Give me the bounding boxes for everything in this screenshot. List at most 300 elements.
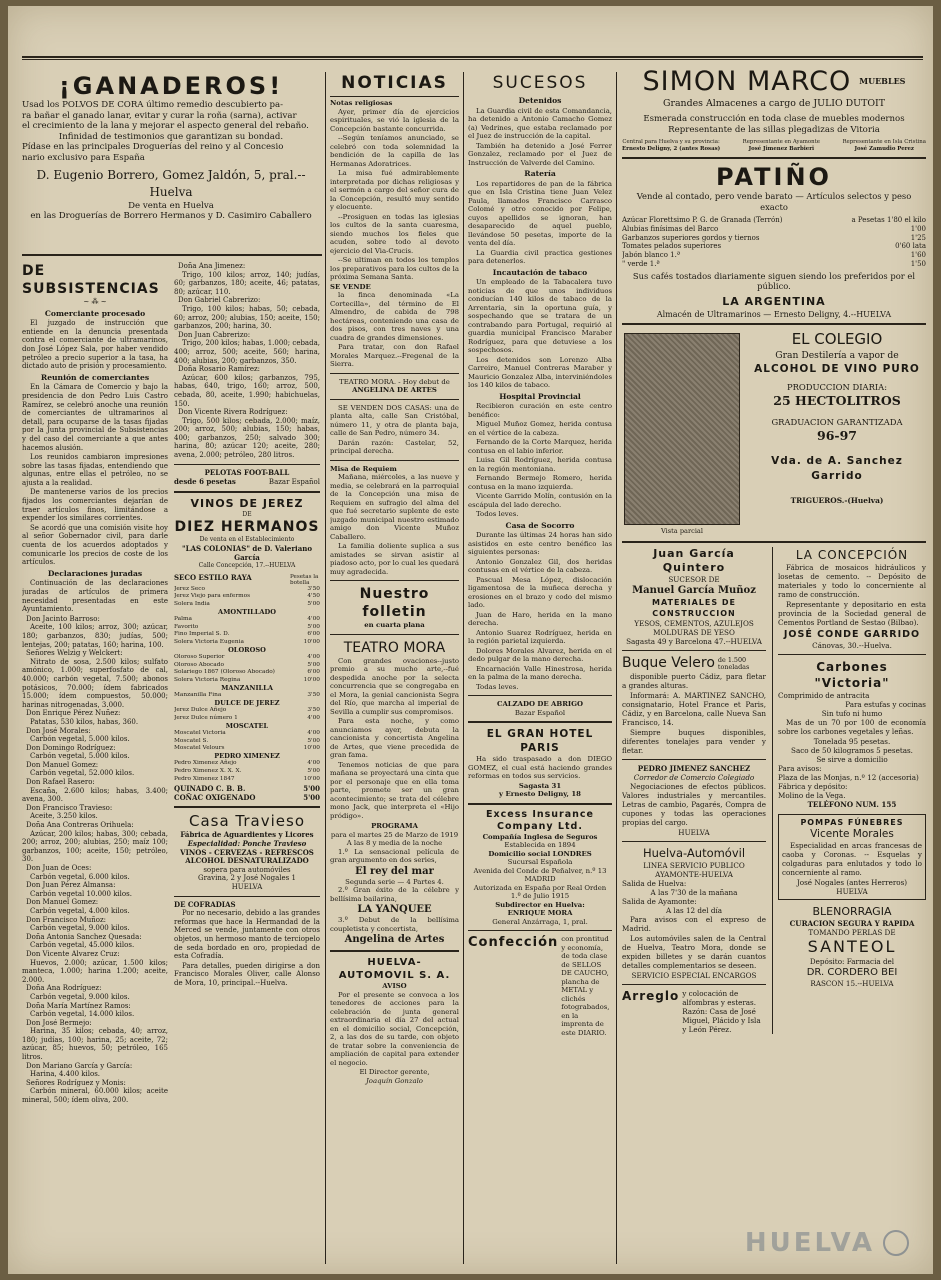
article-paragraph: disponible puerto Cádiz, para fletar a grandes alturas.: [622, 671, 766, 690]
carbones-line: Saco de 50 kilogramos 5 pesetas.: [791, 745, 913, 755]
declaration-entry: Escaña, 2.600 kilos; habas, 3.400; avena, 300.: [22, 786, 168, 804]
travieso-line: VINOS - CERVEZAS - REFRESCOS: [180, 847, 314, 857]
article-paragraph: Dolores Morales Alvarez, herida en el dedo pulgar de la mano derecha.: [468, 646, 612, 663]
calzado-title: CALZADO DE ABRIGO: [496, 700, 584, 708]
article-paragraph: Darán razón: Castelar, 52, principal derecha.: [330, 438, 459, 455]
cofradias-title: DE COFRADIAS: [174, 899, 236, 909]
declaration-entry: Don Francisco Travieso:: [26, 803, 113, 812]
article-paragraph: Representante y depositario en esta provincia de la Sociedad general de Cementos Portland de Sestao (Bilbao).: [778, 599, 926, 627]
wine-name: Solera Victoria Eugenia: [174, 638, 244, 645]
arreglo-text: y colocación de alfombras y esteras. Razón: Casa de José Miguel, Plácido y Isla y León Pérez.: [682, 988, 761, 1034]
huelva-auto-line: SERVICIO ESPECIAL ENCARGOS: [631, 970, 757, 980]
article-paragraph: Para esta noche, y como anunciamos ayer, debuta la cancionista y concertista Angelina de Artes, que viene precedida de gran fama.: [330, 717, 459, 759]
article-paragraph: Por no necesario, debido a las grandes reformas que hace la Hermandad de la Merced se vende, juntamente con otros objetos, un hermoso manto de terciopelo de seda bordado en oro, propiedad de esta Cofradía.: [174, 909, 320, 961]
declaration-entry: Aceite, 100 kilos; arroz, 300; azúcar, 180; garbanzos, 830; judías, 500; lentejas, 200; patatas, 160; harina, 100.: [22, 623, 168, 649]
wine-price: 4'00: [307, 714, 320, 721]
divider: [174, 896, 320, 897]
wine-price: 4'00: [307, 760, 320, 767]
wine-row: [174, 654, 320, 662]
divider: [468, 721, 612, 723]
declaration-entry: Don Vicente Rivera Rodríguez:: [178, 408, 288, 417]
article-paragraph: Vicente Garrido Molín, contusión en la escápula del lado derecho.: [468, 492, 612, 509]
section-heading: Reunión de comerciantes: [40, 372, 150, 382]
ganaderos-line: Infinidad de testimonios que garantizan su bondad.: [58, 131, 284, 142]
colegio-line: Gran Destilería a vapor de: [775, 350, 899, 362]
subsistencias-title: DE SUBSISTENCIAS: [22, 263, 160, 297]
wine-name: Moscatel Victoria: [174, 730, 226, 737]
wine-name: Moscatel Velours: [174, 745, 225, 752]
wine-price: 3'50: [307, 692, 320, 699]
article-paragraph: Antonio Suarez Rodríguez, herida en la región parietal izquierda.: [468, 628, 612, 645]
ganaderos-line: en las Droguerías de Borrero Hermanos y D. Casimiro Caballero: [30, 211, 312, 222]
declaration-entry: Doña Rosario Ramírez:: [178, 365, 261, 374]
article-paragraph: Siempre buques disponibles, diferentes tonelajes para vender y fletar.: [622, 727, 766, 755]
pompas-title: POMPAS FÚNEBRES: [800, 817, 904, 827]
folletin-sub: en cuarta plana: [364, 621, 425, 629]
garcia-line: MOLDURAS DE YESO: [653, 627, 735, 637]
colegio-line: 96-97: [817, 428, 857, 444]
section-heading: SE VENDE: [330, 282, 371, 291]
wine-section-heading: DULCE DE JEREZ: [214, 698, 280, 707]
hotel-title: EL GRAN HOTEL PARIS: [486, 728, 594, 754]
article-paragraph: Tenemos noticias de que para mañana se proyectará una cinta que por el personaje que en ella toma parte, promete ser un gran acontecimiento; se trata del célebre mono Jack, que interpreta el «Hijo pródigo».: [330, 760, 459, 820]
divider: [778, 654, 926, 655]
blenorragia-line: CURACION SEGURA Y RAPIDA: [789, 918, 915, 928]
article-paragraph: Especialidad en arcas francesas de caoba y Coronas. -- Esquelas y colgaduras para enlutados y todo lo concerniente al ramo.: [782, 840, 922, 877]
simon-line: Representante de las sillas plegadizas de Vitoria: [668, 125, 880, 135]
declaration-entry: Señores Welzig y Welckert:: [26, 649, 123, 658]
wine-price: 3'50: [307, 707, 320, 714]
programa-times: A las 8 y media de la noche: [346, 839, 443, 847]
wine-section-heading: MANZANILLA: [221, 683, 273, 692]
divider: [622, 157, 926, 159]
wine-name: Pedro Ximenez X. X. X.: [174, 768, 242, 775]
programa-title: PROGRAMA: [371, 822, 418, 830]
divider: [330, 580, 459, 581]
article-paragraph: Informará: A. MARTINEZ SANCHO, consignatario, Hotel France et Paris, Cádiz, y en Barcelona, calle Nueva San Francisco, 14.: [622, 690, 766, 727]
excess-line: Compañía Inglesa de Seguros: [482, 832, 598, 841]
hotel-addr: y Ernesto Deligny, 18: [499, 790, 581, 798]
jimenez-title: PEDRO JIMENEZ SANCHEZ: [637, 763, 751, 773]
travieso-line: Fábrica de Aguardientes y Licores: [180, 830, 314, 840]
section-heading: Notas religiosas: [330, 99, 393, 107]
calzado-shop: Bazar Español: [514, 708, 566, 717]
pelotas-shop: Bazar Español: [268, 478, 320, 487]
simon-line: Grandes Almacenes a cargo de JULIO DUTOIT: [663, 98, 885, 109]
declaration-entry: Don José Bermejo:: [26, 1018, 92, 1027]
simon-rep: Ernesto Deligny, 2 (antes Rosas): [622, 146, 721, 152]
wine-name: Oloroso Superior: [174, 654, 225, 661]
declaration-entry: Doña Ana Rodríguez:: [26, 984, 102, 993]
declaration-entry: Doña Ana Jimenez:: [178, 262, 246, 270]
article-paragraph: Ayer, primer día de ejercicios espirituales, se vió la iglesia de la Concepción bastante concurrida.: [330, 107, 459, 133]
vinos-de: DE: [242, 510, 252, 518]
article-paragraph: Los reunidos cambiaron impresiones sobre las tasas fijadas, entendiendo que algunas, entre ellas el petróleo, no se ajusta a la realidad.: [22, 453, 168, 487]
colegio-line: ALCOHOL DE VINO PURO: [754, 363, 920, 376]
aviso-sign: El Director gerente,: [359, 1068, 430, 1076]
wine-name: Solariego 1867 (Oloroso Abocado): [174, 669, 275, 676]
section-heading: Hospital Provincial: [499, 391, 581, 401]
simon-rep-label: Central para Huelva y su provincia:: [622, 139, 720, 145]
wine-row: [174, 707, 320, 715]
article-paragraph: --Prosiguen en todas las iglesias los cultos de la santa cuaresma, siendo muchos los fieles que acuden, sobre todo al devoto ejercicio del Via-Crucis.: [330, 212, 459, 255]
excess-line: MADRID: [524, 875, 556, 883]
section-heading: Casa de Socorro: [505, 520, 575, 530]
programa-artist: Angelina de Artes: [344, 934, 445, 945]
vinos-sale: De venta en el Establecimiento: [199, 536, 295, 544]
article-paragraph: Pascual Mesa López, dislocación ligamentosa de la muñeca derecha y erosiones en el brazo y codo del mismo lado.: [468, 575, 612, 609]
divider: [622, 323, 926, 325]
patino-price: 1'25: [910, 233, 926, 242]
article-paragraph: Mas de un 70 por 100 de economía sobre los carbones vegetales y leñas.: [778, 717, 926, 736]
travieso-line: ALCOHOL DESNATURALIZADO: [185, 856, 309, 866]
seco-title: SECO ESTILO RAYA: [174, 572, 252, 582]
declaration-entry: Harina, 4.400 kilos.: [30, 1070, 101, 1079]
article-paragraph: Los repartidores de pan de la fábrica que en Isla Cristina tiene Juan Velez Paula, llamados Francisco Carrasco Colomé y otro conocido por Felipe, cuyos apellidos se ignoran, han desaparecido de aquel pueblo, llevándose 50 pesetas, importe de la venta del día.: [468, 179, 612, 247]
divider: [330, 634, 459, 635]
teatro-hoy: TEATRO MORA. - Hoy debut de: [339, 377, 450, 386]
newspaper-page: [8, 6, 933, 1274]
pompas-name: Vicente Morales: [810, 827, 894, 840]
wine-name: Solera Victoria Regina: [174, 676, 241, 683]
patino-row: [622, 234, 926, 243]
simon-line: Esmerada construcción en toda clase de muebles modernos: [643, 114, 905, 124]
colegio-title: EL COLEGIO: [791, 330, 883, 349]
confeccion-title: Confección: [468, 935, 559, 950]
patino-item: " verde 1.ª: [622, 259, 660, 268]
ganaderos-line: ra bañar el ganado lanar, evitar y curar la roña (sarna), activar: [22, 110, 297, 121]
travieso-line: Especialidad: Ponche Travieso: [187, 839, 307, 849]
pompas-addr: José Nogales (antes Herreros): [796, 877, 908, 887]
article-paragraph: la finca denominada «La Cortecilla», del término de El Almendro, de cabida de 798 hectáreas, conteniendo una casa de dos pisos, con tres naves y una cuadra de grandes dimensiones.: [330, 291, 459, 342]
huelva-auto-line: LINEA SERVICIO PUBLICO: [643, 860, 745, 870]
article-paragraph: Fábrica de mosaicos hidráulicos y losetas de cemento. -- Depósito de materiales y todo lo concerniente al ramo de construcción.: [778, 562, 926, 599]
wine-name: Jerez Seco: [174, 585, 205, 592]
article-paragraph: Negociaciones de efectos públicos. Valores industriales y mercantiles. Letras de cambio, Pagarés, Compra de cupones y todas las operaciones propias del cargo.: [622, 781, 766, 827]
section-heading: Declaraciones juradas: [47, 568, 143, 578]
declaration-entry: Nitrato de sosa, 2.500 kilos; sulfato amónico, 1.000; superfosfato de cal, 40.000; carbón vegetal, 7.500; abonos potásicos, 70.000; ídem fabricados 15.000; ídem compuestos, 50.000; harinas nitrogenadas, 3.000.: [22, 657, 168, 709]
declaration-entry: Don Francisco Muñoz:: [26, 915, 107, 924]
patino-price: 1'60: [910, 251, 926, 260]
wine-row: [174, 631, 320, 639]
garcia-line: Manuel García Muñoz: [632, 584, 756, 596]
wine-price: 3'50: [307, 585, 320, 592]
declaration-entry: Carbón vegetal, 5.000 kilos.: [30, 735, 130, 744]
concepcion-line: Cánovas, 30.--Huelva.: [812, 640, 892, 650]
simon-title: SIMON MARCO: [642, 66, 852, 97]
ganaderos-line: De venta en Huelva: [128, 200, 214, 211]
travieso-line: sopera para automóviles: [203, 865, 291, 874]
declaration-entry: Carbón mineral, 60.000 kilos; aceite mineral, 500; ídem oliva, 200.: [22, 1087, 168, 1105]
programa-date: para el martes 25 de Marzo de 1919: [330, 830, 459, 839]
article-paragraph: La familia doliente suplica a sus amistades se sirvan asistir al piadoso acto, por lo cual les quedará muy agradecida.: [330, 542, 459, 576]
carbones-title: Carbones "Victoria": [814, 659, 890, 690]
ganaderos-line: nario exclusivo para España: [22, 152, 145, 163]
article-paragraph: Se acordó que una comisión visite hoy al señor Gobernador civil, para darle cuenta de los acuerdos adoptados y comunicarle los precios de coste de los artículos.: [22, 523, 168, 567]
declaration-entry: Trigo, 100 kilos; habas, 50; cebada, 60; arroz, 200; alubias, 150; aceite, 150; garbanzos, 200; harina, 30.: [174, 304, 320, 331]
teatro-hoy-name: ANGELINA DE ARTES: [352, 386, 437, 394]
patino-row: [622, 216, 926, 225]
declaration-entry: Trigo, 500 kilos; cebada, 2.000; maíz, 200; arroz, 500; alubias, 150; habas, 400; garbanzos, 250; salvado 300; harina, 80; azúcar 120; aceite, 280; avena, 2.000; petróleo, 280 litros.: [174, 416, 320, 460]
declarations-list: [22, 615, 168, 1105]
huelva-auto-line: A las 7'30 de la mañana: [650, 887, 738, 897]
article-paragraph: Los automóviles salen de la Central de Huelva, Teatro Mora, donde se expiden billetes y se darán cuantos detalles complementarios se deseen.: [622, 933, 766, 970]
declaration-entry: Trigo, 100 kilos; arroz, 140; judías, 60; garbanzos, 180; aceite, 46; patatas, 80; azúcar, 110.: [174, 270, 320, 296]
vinos-store: "LAS COLONIAS" de D. Valeriano García: [182, 544, 312, 562]
wine-name: Palma: [174, 616, 192, 623]
conac-label: COÑAC OXIGENADO: [174, 792, 256, 802]
ganaderos-line: Usad los POLVOS DE CORA último remedio descubierto pa-: [22, 100, 284, 110]
wine-price: 5'00: [307, 661, 320, 668]
declaration-entry: Carbón vegetal, 6.000 kilos.: [30, 872, 130, 881]
divider: [622, 541, 926, 543]
article-paragraph: Mañana, miércoles, a las nueve y media, se celebrará en la parroquial de la Concepción una misa de Requiem en sufragio del alma del que fué secretario suplente de este juzgado municipal nuestro estimado amigo don Vicente Muñoz Caballero.: [330, 473, 459, 541]
wine-name: Solera India: [174, 601, 210, 607]
divider: [330, 399, 459, 400]
colegio-line: Vda. de A. Sanchez Garrido: [771, 455, 903, 483]
article-paragraph: Para detalles, pueden dirigirse a don Francisco Morales Oliver, calle Alonso de Mora, 10, principal.--Huelva.: [174, 961, 320, 987]
article-paragraph: El juzgado de instrucción que entiende en la denuncia presentada contra el comerciante de ultramarinos, don José López Sala, por haber vendido petróleo a precio superior a la tasa, ha dictado auto de prisión y procesamiento.: [22, 319, 168, 371]
article-paragraph: Luisa Gil Rodríguez, herida contusa en la región mentoniana.: [468, 456, 612, 473]
advertisements-column: [622, 66, 926, 1270]
simon-rep: José Jimenez Barbieri: [748, 146, 815, 152]
distillery-photo: [624, 333, 740, 525]
patino-item: Garbanzos superiores gordos y tiernos: [622, 233, 760, 242]
declaration-entry: Trigo, 200 kilos; habas, 1.000; cebada, 400; arroz, 500; aceite, 560; harina, 400; alubias, 200; garbanzos, 350.: [174, 339, 320, 365]
jimenez-line: HUELVA: [678, 827, 710, 837]
wine-section-heading: AMONTILLADO: [217, 607, 277, 616]
declaration-entry: Carbón vegetal, 14.000 kilos.: [30, 1010, 135, 1019]
patino-title: PATIÑO: [716, 163, 832, 191]
article-paragraph: La Guardia civil practica gestiones para detenerlos.: [468, 248, 612, 265]
patino-price: 1'50: [910, 259, 926, 268]
huelva-auto-title: Huelva-Automóvil: [642, 845, 746, 860]
excess-line: Autorizada en España por Real Orden 1.º de Julio 1915: [473, 883, 607, 900]
carbones-line: Para avisos:: [778, 763, 822, 773]
photo-caption: Vista parcial: [661, 527, 703, 536]
section-heading: Comerciante procesado: [44, 308, 146, 318]
article-paragraph: Para tratar, con don Rafael Morales Marquez.--Fregenal de la Sierra.: [330, 343, 459, 368]
wine-name: Pedro Ximenez Añejo: [174, 760, 237, 767]
programa-item: Segunda serie — 4 Partes 4.: [345, 877, 444, 886]
wine-price: 6'00: [307, 669, 320, 676]
declaration-entry: Azúcar, 600 kilos; garbanzos, 795, habas, 640, trigo, 160; arroz, 500, cebada, 80, aceite, 1.990; habichuelas, 150.: [174, 373, 320, 408]
patino-item: Tomates pelados superiores: [622, 242, 722, 251]
aviso-name: Joaquín Gonzalo: [366, 1076, 423, 1085]
programa-film: El rey del mar: [355, 865, 434, 877]
divider: [330, 950, 459, 952]
sucesos-title: SUCESOS: [492, 73, 588, 93]
wine-row: [174, 730, 320, 738]
divider: [622, 841, 766, 842]
vinos-addr: Calle Concepción, 17.--HUELVA: [198, 562, 296, 570]
wine-name: Jerez Viejo para enfermos: [174, 593, 251, 600]
colegio-line: TRIGUEROS.-(Huelva): [790, 496, 884, 506]
article-paragraph: Todas leves.: [476, 682, 519, 691]
wine-price: 5'00: [307, 623, 320, 630]
wine-section-heading: PEDRO XIMENEZ: [214, 751, 280, 760]
carbones-line: Fábrica y depósito:: [778, 781, 848, 791]
programa-item: 1.º La sensacional película de gran argumento en dos series,: [330, 847, 459, 864]
argentina-title: LA ARGENTINA: [722, 294, 826, 308]
declaration-entry: Azúcar, 200 kilos; habas, 300; cebada, 200; arroz, 200; alubias, 250; maíz 100; garbanzos, 100; aceite, 150; petróleo, 30.: [22, 829, 168, 864]
carbones-line: Molino de la Vega.: [778, 790, 846, 800]
divider: [468, 930, 612, 931]
wine-price: 4'00: [307, 654, 320, 661]
declaration-entry: Carbón vegetal, 5.000 kilos.: [30, 752, 130, 761]
wine-price: 10'00: [303, 775, 320, 782]
article-paragraph: Ha sido traspasado a don DIEGO GOMEZ, el cual está haciendo grandes reformas en todos sus servicios.: [468, 755, 612, 780]
declaration-entry: Don Juan Pérez Almansa:: [26, 881, 116, 890]
wine-price: 10'00: [303, 745, 320, 752]
wine-row: [174, 669, 320, 677]
section-rule: [22, 254, 322, 256]
blenorragia-line: DR. CORDERO BEI: [806, 966, 898, 978]
wine-row: [174, 586, 320, 594]
article-paragraph: Todos leves.: [476, 510, 519, 518]
patino-item: Jabón blanco 1.ª: [622, 251, 681, 260]
excess-line: Avenida del Conde de Peñalver, n.º 13: [473, 866, 607, 875]
column-rule: [463, 72, 464, 1264]
declarations-list-continued: [174, 262, 320, 460]
excess-title: Excess Insurance Company Ltd.: [486, 808, 594, 832]
article-paragraph: También ha detenido a José Ferrer Gonzalez, reclamado por el Juez de Instrucción de Valverde del Camino.: [468, 141, 612, 167]
huelva-auto-line: Salida de Huelva:: [622, 878, 687, 888]
section-heading: Incautación de tabaco: [492, 267, 588, 277]
declaration-entry: Don Jacinto Barroso:: [26, 614, 100, 623]
hotel-addr: Sagasta 31: [518, 781, 562, 790]
huelva-auto-line: AYAMONTE-HUELVA: [655, 869, 733, 879]
wine-price: 6'00: [307, 631, 320, 638]
article-paragraph: Un empleado de la Tabacalera tuvo noticias de que unos individuos conducían 140 kilos de tabaco de la Arrentaria, sin la oportuna guía, y sospechando que se tratara de un contrabando para Portugal, requirió al guardia municipal Francisco Maraber Rodríguez, para que detuviese a los sospechosos.: [468, 278, 612, 354]
wine-row: [174, 738, 320, 746]
declaration-entry: Carbón vegetal, 9.000 kilos.: [30, 924, 130, 933]
excess-line: ENRIQUE MORA: [507, 909, 573, 917]
declaration-entry: Carbón vegetal, 52.000 kilos.: [30, 769, 135, 778]
article-paragraph: Recibieron curación en este centro benéfico:: [468, 402, 612, 419]
masthead-rule: [22, 56, 923, 60]
divider: [174, 491, 320, 493]
wine-name: Fino Imperial S. D.: [174, 631, 230, 638]
library-watermark: HUELVA: [744, 1228, 875, 1258]
patino-price: 0'60 lata: [895, 242, 926, 251]
programa-item: 2.º Gran éxito de la célebre y bellísima bailarina,: [330, 886, 459, 903]
article-paragraph: De mantenerse varios de los precios fijados los comerciantes dejarían de traer artículos finos, limitándose a expender los similares corrientes.: [22, 488, 168, 523]
travieso-line: Gravina, 2 y José Nogales 1: [198, 874, 296, 883]
divider: [622, 984, 766, 985]
blenorragia-line: TOMANDO PERLAS DE: [808, 927, 896, 937]
sucesos-column: [468, 72, 612, 1270]
article-paragraph: La Guardia civil de esta Comandancia, ha detenido a Antonio Camacho Gomez (a) Vedrines, que estaba reclamado por el Juez de instrucción de la capital.: [468, 106, 612, 140]
patino-price-table: [622, 216, 926, 269]
colegio-line: PRODUCCION DIARIA:: [786, 382, 888, 393]
ganaderos-line: el crecimiento de la lana y mejorar el aspecto general del rebaño.: [22, 121, 309, 132]
declaration-entry: Carbón vegetal, 4.000 kilos.: [30, 906, 130, 915]
declaration-entry: Don Manuel Gomez:: [26, 760, 99, 769]
concepcion-line: JOSÉ CONDE GARRIDO: [783, 628, 921, 640]
divider: [330, 373, 459, 374]
carbones-phone: TELÉFONO NUM. 155: [807, 799, 897, 809]
carbones-line: Para estufas y cocinas: [845, 699, 926, 709]
carbones-line: Comprimido de antracita: [778, 690, 870, 700]
patino-row: [622, 225, 926, 234]
column-rule: [325, 72, 326, 1264]
travieso-line: HUELVA: [231, 883, 263, 891]
wine-row: [174, 760, 320, 768]
wine-price: 4'00: [307, 730, 320, 737]
wine-name: Moscatel S.: [174, 737, 209, 744]
article-paragraph: Continuación de las declaraciones juradas de artículos de primera necesidad presentadas en este Ayuntamiento.: [22, 579, 168, 614]
column-two: [174, 262, 320, 1270]
garcia-title: Juan García Quintero: [653, 546, 735, 574]
wine-row: [174, 616, 320, 624]
declaration-entry: Don Rafael Rasero:: [26, 778, 95, 787]
declaration-entry: Señores Rodríguez y Monis:: [26, 1078, 126, 1087]
santeol: SANTEOL: [807, 936, 897, 956]
carbones-line: Se sirve a domicilio: [816, 754, 888, 764]
huelva-auto-aviso-title: HUELVA-AUTOMOVIL S. A.: [338, 957, 451, 981]
concepcion-title: LA CONCEPCIÓN: [795, 547, 909, 562]
wine-section-heading: MOSCATEL: [225, 721, 269, 730]
quinado-label: QUINADO C. B. B.: [174, 784, 246, 794]
declaration-entry: Huevos, 2.000; azúcar, 1.500 kilos; manteca, 1.000; harina 1.200; aceite, 2.000.: [22, 958, 168, 984]
article-paragraph: Encarnación Valle Hinestrosa, herida en la palma de la mano derecha.: [468, 664, 612, 681]
patino-line: Vende al contado, pero vende barato — Artículos selectos y peso exacto: [636, 191, 912, 212]
buque-title: Buque Velero: [622, 654, 715, 671]
excess-line: Domicilio social LONDRES: [488, 849, 592, 858]
wine-row: [174, 768, 320, 776]
declaration-entry: Don Juan de Oces:: [26, 864, 92, 872]
declaration-entry: Don Manuel Gomez:: [26, 898, 99, 907]
patino-price: 1'00: [910, 224, 926, 233]
divider: [174, 806, 320, 808]
simon-rep-label: Representante en Ayamonte: [742, 139, 820, 145]
wine-price: 4'00: [307, 616, 320, 623]
blenorragia-line: Depósito: Farmacia del: [809, 956, 895, 966]
folletin-title: Nuestro folletin: [359, 586, 430, 620]
declaration-entry: Carbón vegetal 10.000 kilos.: [30, 889, 132, 898]
ganaderos-line: Pídase en las principales Droguerías del reino y al Concesio: [22, 142, 284, 153]
declaration-entry: Patatas, 530 kilos, habas, 360.: [30, 717, 139, 726]
wine-name: Jerez Dulce Añejo: [174, 707, 227, 714]
excess-line: Subdirector en Huelva:: [495, 900, 585, 909]
divider: [622, 759, 766, 760]
declaration-entry: Don José Morales:: [26, 726, 91, 735]
programa-artist: LA YANQUEE: [357, 904, 432, 915]
wine-row: [174, 593, 320, 601]
declaration-entry: Aceite, 3.250 kilos.: [30, 812, 98, 821]
patino-row: [622, 260, 926, 269]
patino-row: [622, 242, 926, 251]
ganaderos-agent: D. Eugenio Borrero, Gomez Jaldón, 5, pral.--Huelva: [36, 167, 306, 199]
ganaderos-ad: [22, 72, 320, 250]
declaration-entry: Don Enrique Pérez Nuñez:: [26, 709, 121, 718]
garcia-line: SUCESOR DE: [668, 574, 720, 584]
colegio-line: 25 HECTOLITROS: [773, 393, 901, 409]
section-heading: Ratería: [524, 169, 556, 178]
article-paragraph: Para avisos con el expreso de Madrid.: [622, 914, 766, 933]
arreglo-title: Arreglo: [622, 988, 680, 1003]
pompas-city: HUELVA: [836, 886, 868, 896]
huelva-auto-line: Salida de Ayamonte:: [622, 896, 697, 906]
article-paragraph: Antonio Gonzalez Gil, dos heridas contusas en el vértice de la cabeza.: [468, 557, 612, 574]
wine-row: [174, 776, 320, 784]
declaration-entry: Doña Antonia Sanchez Quesada:: [26, 932, 142, 941]
patino-row: [622, 251, 926, 260]
garcia-line: MATERIALES DE CONSTRUCCION: [652, 597, 736, 618]
ganaderos-title: ¡GANADEROS!: [58, 72, 284, 100]
wine-section-heading: OLOROSO: [228, 645, 266, 654]
